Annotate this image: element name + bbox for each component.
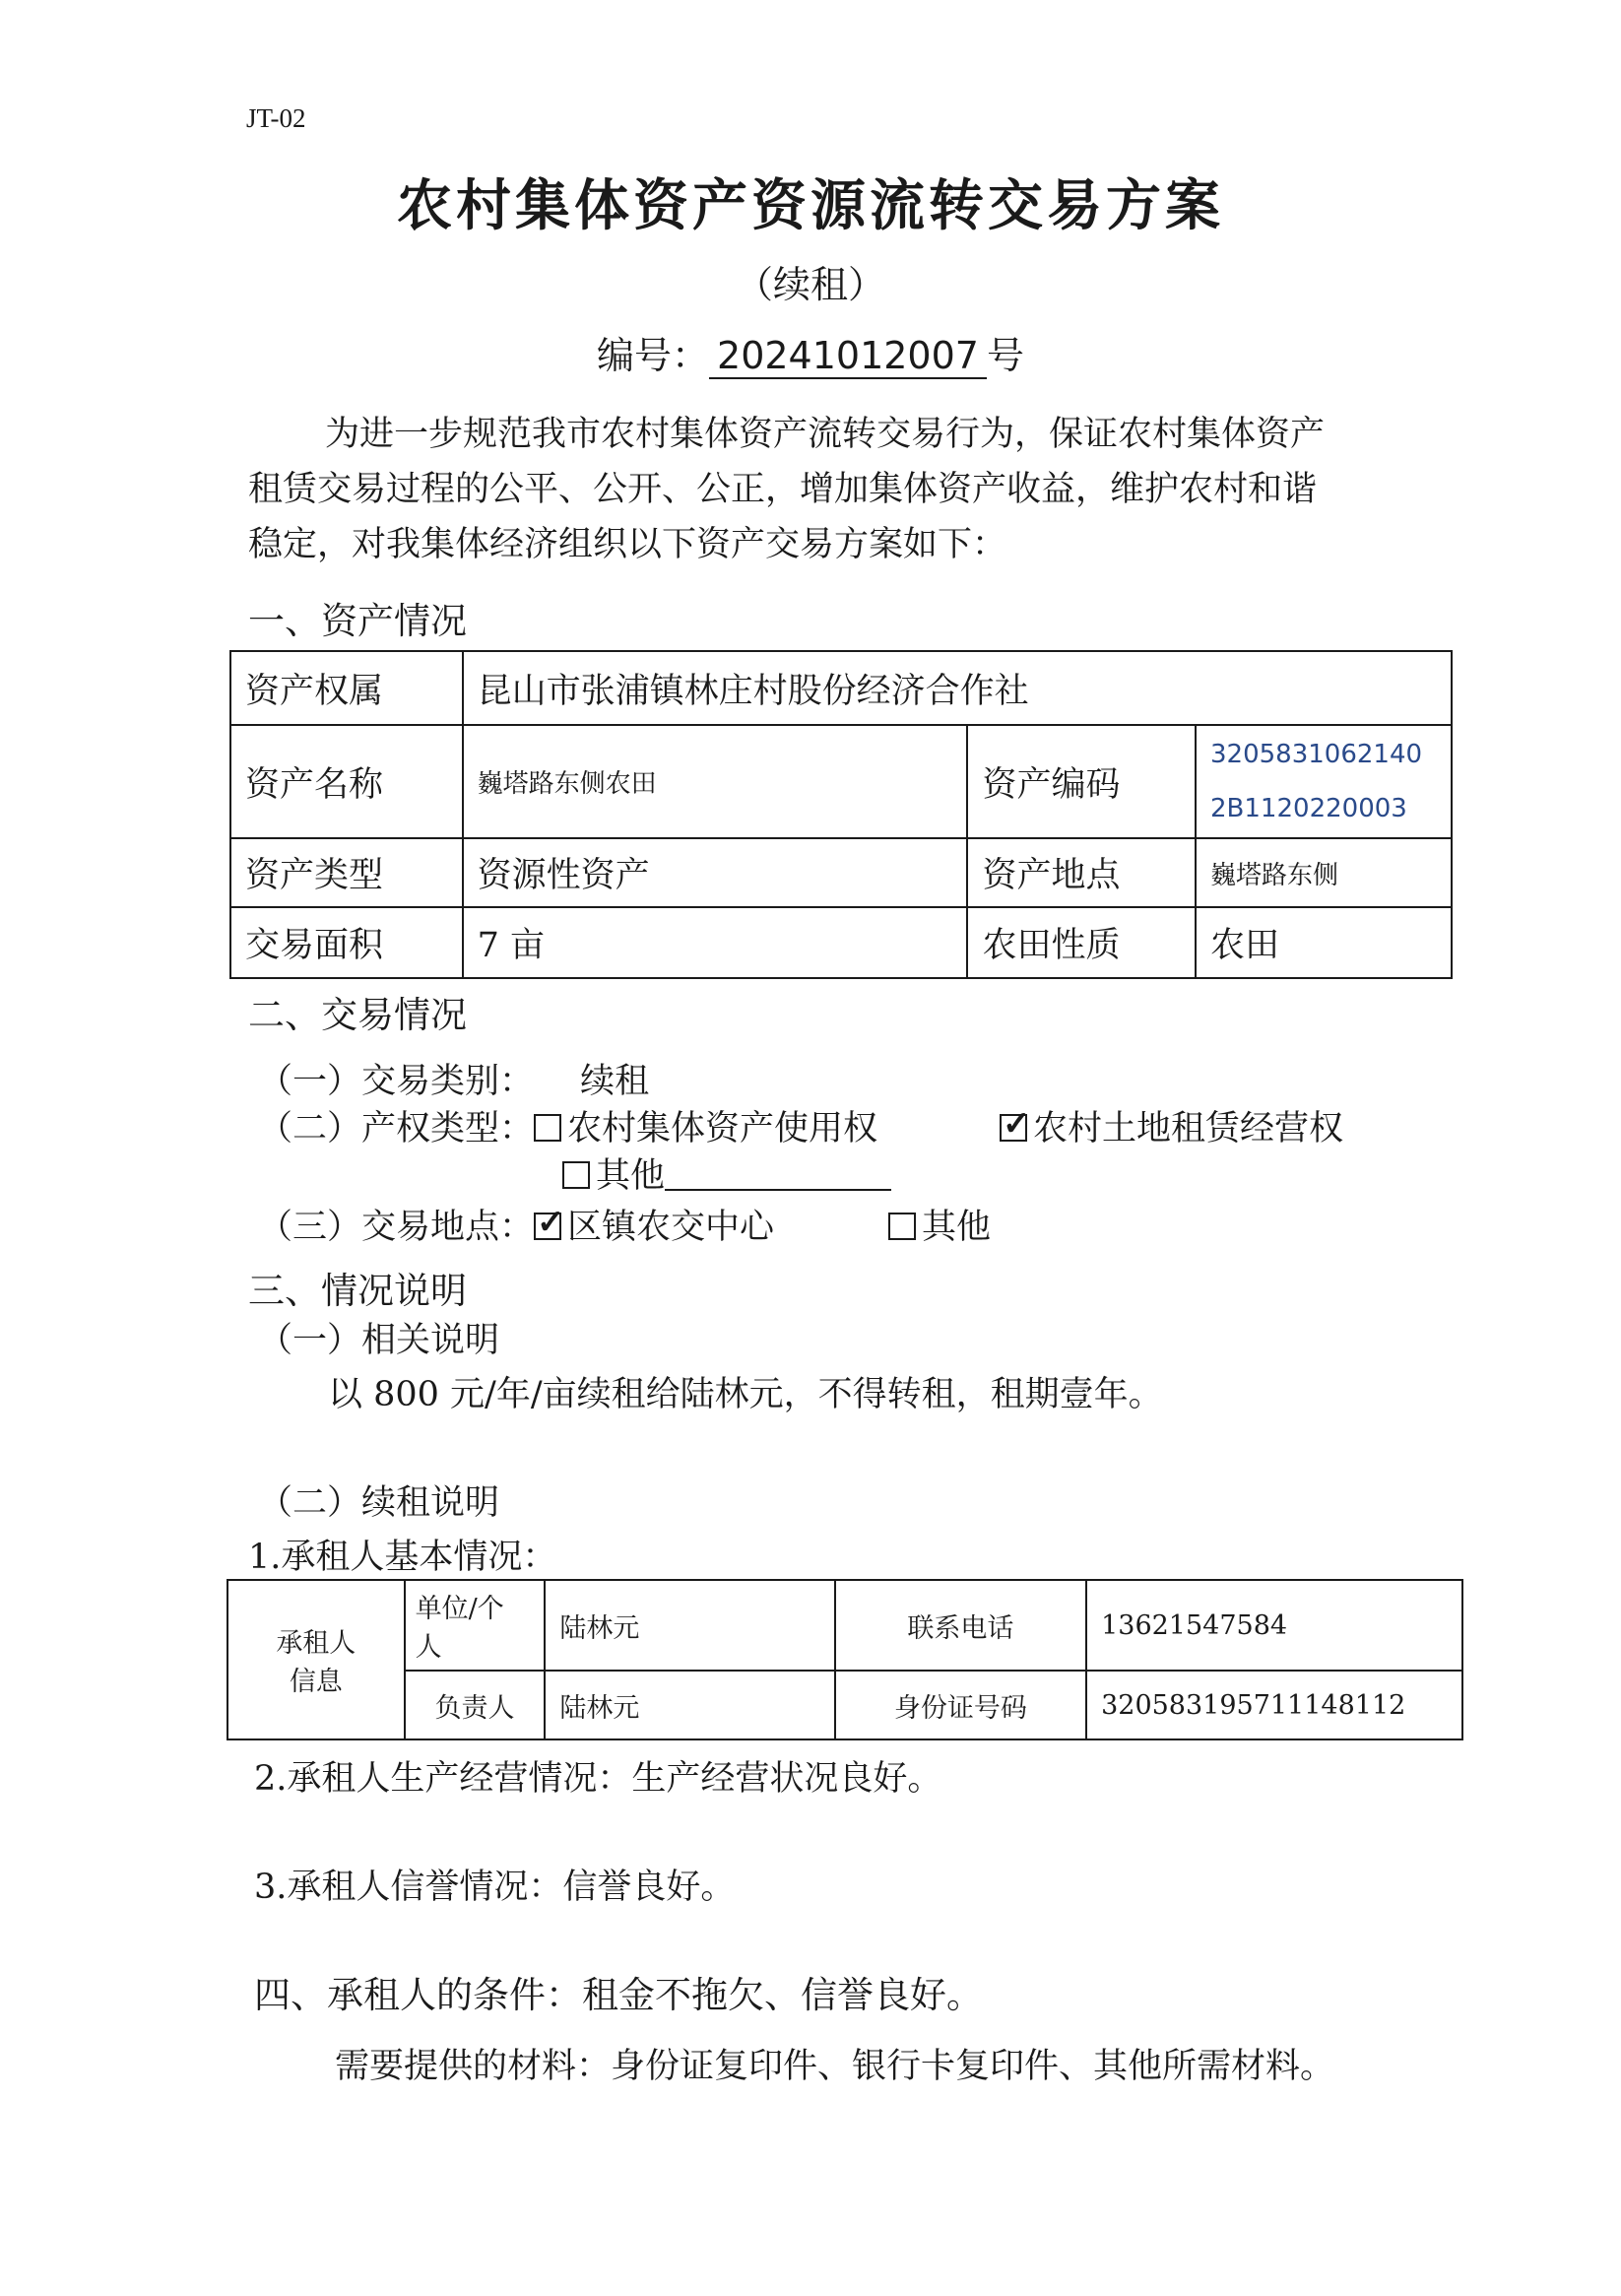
unit-value: 陆林元 xyxy=(545,1580,834,1671)
intro-line-2: 租赁交易过程的公平、公开、公正，增加集体资产收益，维护农村和谐 xyxy=(248,470,1318,509)
id-value: 320583195711148112 xyxy=(1086,1671,1462,1739)
place-opt2-label: 其他 xyxy=(922,1208,992,1247)
right-opt3-label: 其他 xyxy=(596,1156,666,1196)
area-value: 7 亩 xyxy=(463,907,968,978)
right-opt2-label: 农村土地租赁经营权 xyxy=(1033,1109,1344,1148)
place-opt1-label: 区镇农交中心 xyxy=(567,1208,775,1247)
code-value xyxy=(1196,725,1452,838)
document-subtitle: （续租） xyxy=(735,263,885,306)
right-opt1-checkbox[interactable] xyxy=(534,1114,561,1142)
lessee-group-label: 承租人 信息 xyxy=(227,1580,405,1739)
phone-label: 联系电话 xyxy=(835,1580,1086,1671)
code-line-1: 3205831062140 xyxy=(1210,739,1423,769)
required-materials: 需要提供的材料：身份证复印件、银行卡复印件、其他所需材料。 xyxy=(335,2047,1335,2086)
document-title: 农村集体资产资源流转交易方案 xyxy=(397,174,1224,238)
code-label: 资产编码 xyxy=(967,725,1196,838)
lessee-row-person xyxy=(227,1671,1462,1739)
section3-sub1: （一）相关说明 xyxy=(258,1321,500,1360)
code-line-2: 2B1120220003 xyxy=(1210,793,1407,823)
right-opt2-checkbox[interactable] xyxy=(1000,1114,1027,1142)
number-suffix: 号 xyxy=(987,334,1025,377)
right-opt3-checkbox[interactable] xyxy=(562,1161,590,1189)
section4-heading: 四、承租人的条件：租金不拖欠、信誉良好。 xyxy=(254,1974,983,2016)
asset-row-type xyxy=(230,838,1452,907)
right-opt2 xyxy=(1000,1101,1343,1156)
location-value: 巍塔路东侧 xyxy=(1196,838,1452,907)
section2-heading: 二、交易情况 xyxy=(248,994,467,1036)
unit-label: 单位/个 人 xyxy=(405,1580,546,1671)
asset-row-name xyxy=(230,725,1452,838)
section3-heading: 三、情况说明 xyxy=(248,1270,467,1312)
category-label: （一）交易类别： xyxy=(258,1062,535,1101)
number-value: 20241012007 xyxy=(709,334,987,379)
name-value: 巍塔路东侧农田 xyxy=(463,725,968,838)
asset-table xyxy=(229,650,1453,979)
place-line xyxy=(258,1200,774,1255)
person-label: 负责人 xyxy=(405,1671,546,1739)
category-value: 续租 xyxy=(580,1062,650,1101)
id-label: 身份证号码 xyxy=(835,1671,1086,1739)
nature-label: 农田性质 xyxy=(967,907,1196,978)
name-label: 资产名称 xyxy=(230,725,463,838)
right-opt3 xyxy=(562,1148,891,1204)
lessee-business-status: 2.承租人生产经营情况：生产经营状况良好。 xyxy=(254,1759,942,1799)
lessee-table xyxy=(227,1579,1463,1740)
owner-label: 资产权属 xyxy=(230,651,463,725)
place-opt2 xyxy=(888,1200,991,1255)
section1-heading: 一、资产情况 xyxy=(248,600,467,642)
type-label: 资产类型 xyxy=(230,838,463,907)
section3-sub1-text: 以 800 元/年/亩续租给陆林元，不得转租，租期壹年。 xyxy=(328,1375,1163,1414)
right-opt1-label: 农村集体资产使用权 xyxy=(567,1109,878,1148)
location-label: 资产地点 xyxy=(967,838,1196,907)
area-label: 交易面积 xyxy=(230,907,463,978)
lessee-row-unit xyxy=(227,1580,1462,1671)
place-opt2-checkbox[interactable] xyxy=(888,1213,916,1240)
other-blank-line xyxy=(665,1159,891,1191)
phone-value: 13621547584 xyxy=(1086,1580,1462,1671)
document-code: JT-02 xyxy=(246,103,306,133)
lessee-credit-status: 3.承租人信誉情况：信誉良好。 xyxy=(254,1868,736,1907)
section3-sub2: （二）续租说明 xyxy=(258,1483,500,1523)
type-value: 资源性资产 xyxy=(463,838,968,907)
place-label: （三）交易地点： xyxy=(258,1208,535,1247)
asset-row-area xyxy=(230,907,1452,978)
right-label: （二）产权类型： xyxy=(258,1109,535,1148)
intro-line-3: 稳定，对我集体经济组织以下资产交易方案如下： xyxy=(248,525,1007,564)
lessee-info-title: 1.承租人基本情况： xyxy=(248,1538,557,1577)
owner-value: 昆山市张浦镇林庄村股份经济合作社 xyxy=(463,651,1452,725)
person-value: 陆林元 xyxy=(545,1671,834,1739)
asset-row-owner xyxy=(230,651,1452,725)
place-opt1-checkbox[interactable] xyxy=(534,1213,561,1240)
number-label: 编号： xyxy=(596,334,709,377)
document-number xyxy=(0,325,1621,379)
intro-line-1: 为进一步规范我市农村集体资产流转交易行为，保证农村集体资产 xyxy=(325,415,1326,454)
nature-value: 农田 xyxy=(1196,907,1452,978)
